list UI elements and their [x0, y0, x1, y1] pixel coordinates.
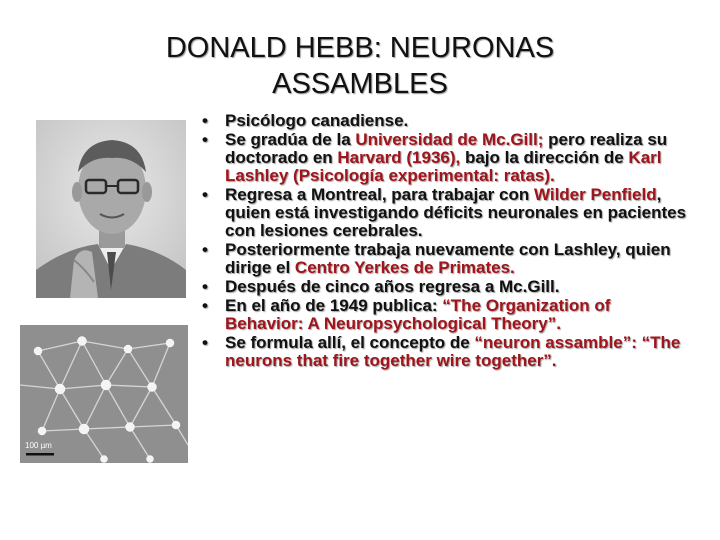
bullet-item	[199, 131, 689, 185]
bullet-text: pero realiza su doctorado en	[225, 130, 668, 167]
bullet-item	[199, 278, 689, 296]
bullet-text: Se gradúa de la	[225, 130, 356, 149]
neuron-network-micrograph	[20, 325, 188, 463]
bullet-item	[199, 241, 689, 277]
scale-bar-label: 100 µm	[25, 441, 52, 450]
bullet-list	[199, 112, 689, 371]
highlighted-text: “neuron assamble”: “The neurons that fire together wire together”.	[225, 333, 681, 370]
highlighted-text: “The Organization of Behavior: A Neuropsychological Theory”.	[225, 296, 611, 333]
bullet-item	[199, 112, 689, 130]
bullet-item	[199, 334, 689, 370]
highlighted-text: Centro Yerkes de Primates.	[294, 258, 515, 277]
scale-bar	[26, 453, 54, 456]
title-line-2: ASSAMBLES	[272, 68, 448, 100]
highlighted-text: Universidad de Mc.Gill;	[355, 130, 544, 149]
title-line-1: DONALD HEBB: NEURONAS	[165, 32, 555, 64]
bullet-text: Regresa a Montreal, para trabajar con	[225, 185, 534, 204]
bullet-text: Se formula allí, el concepto de	[225, 333, 475, 352]
bullet-text: Posteriormente trabaja nuevamente con Lashley, quien dirige el	[225, 240, 671, 277]
donald-hebb-portrait	[36, 120, 186, 298]
bullet-text: Psicólogo canadiense.	[225, 111, 409, 130]
bullet-item	[199, 186, 689, 240]
bullet-item	[199, 297, 689, 333]
bullet-text: bajo la dirección de	[460, 148, 629, 167]
bullet-text: , quien está investigando déficits neuronales en pacientes con lesiones cerebrales.	[225, 185, 687, 240]
highlighted-text: Karl Lashley (Psicología experimental: ratas).	[225, 148, 662, 185]
highlighted-text: Harvard (1936),	[337, 148, 461, 167]
slide-title	[60, 30, 660, 102]
bullet-text: En el año de 1949 publica:	[225, 296, 443, 315]
highlighted-text: Wilder Penfield	[533, 185, 657, 204]
bullet-text: Después de cinco años regresa a Mc.Gill.	[225, 277, 560, 296]
